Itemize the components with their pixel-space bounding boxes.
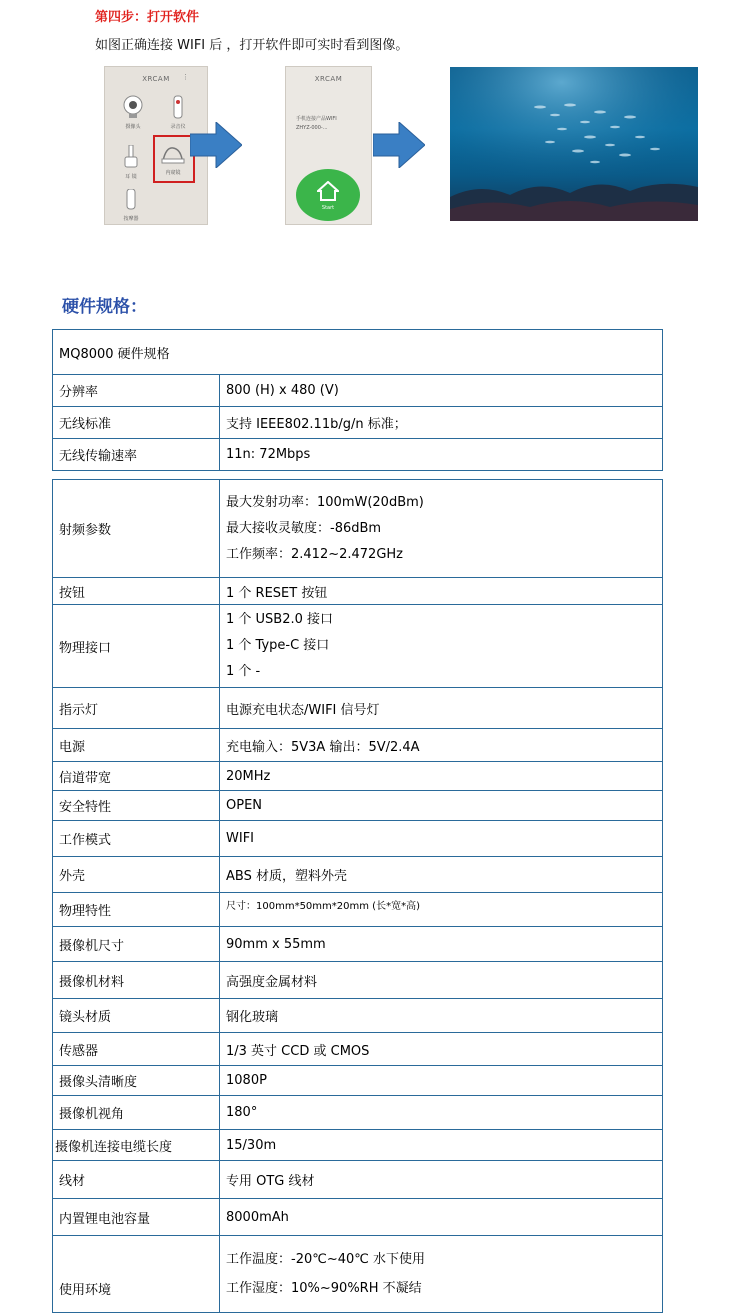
spec-label: 分辨率	[53, 375, 220, 407]
start-button[interactable]	[296, 169, 360, 221]
table-row	[53, 1033, 663, 1066]
spec-value: 1 个 RESET 按钮	[220, 578, 663, 605]
spec-table-main	[52, 479, 663, 1313]
spec-value	[220, 605, 663, 688]
table-row	[53, 762, 663, 791]
spec-value: 15/30m	[220, 1130, 663, 1161]
table-row	[53, 1161, 663, 1199]
tile-label: 录音仪	[170, 124, 186, 130]
rf-line: 工作频率：2.412~2.472GHz	[226, 546, 403, 562]
spec-value: WIFI	[220, 821, 663, 857]
spec-label: 摄像机材料	[53, 962, 220, 999]
spec-label: 线材	[53, 1161, 220, 1199]
app-connect-screenshot	[285, 66, 372, 225]
hardware-spec-title: 硬件规格：	[62, 297, 147, 317]
spec-value: 高强度金属材料	[220, 962, 663, 999]
table-row	[53, 1096, 663, 1130]
table-row	[53, 407, 663, 439]
arrow-right-icon	[373, 122, 425, 168]
spec-label: 安全特性	[53, 791, 220, 821]
spec-value: 20MHz	[220, 762, 663, 791]
spec-value: 800 (H) x 480 (V)	[220, 375, 663, 407]
spec-value: 11n: 72Mbps	[220, 439, 663, 471]
spec-value: 1/3 英寸 CCD 或 CMOS	[220, 1033, 663, 1066]
spec-value: 钢化玻璃	[220, 999, 663, 1033]
table-row	[53, 688, 663, 729]
table-row	[53, 791, 663, 821]
table-row	[53, 375, 663, 407]
recorder-icon	[172, 95, 184, 119]
spec-label: 摄像机尺寸	[53, 927, 220, 962]
spec-value: ABS 材质，塑料外壳	[220, 857, 663, 893]
rf-line: 最大发射功率：100mW(20dBm)	[226, 494, 424, 510]
spec-label: 镜头材质	[53, 999, 220, 1033]
spec-value: 专用 OTG 线材	[220, 1161, 663, 1199]
spec-value: 尺寸：100mm*50mm*20mm (长*宽*高)	[220, 893, 663, 927]
spec-label: 摄像机视角	[53, 1096, 220, 1130]
table-row	[53, 480, 663, 578]
spec-table-top	[52, 329, 663, 471]
tile-label: 摄像头	[125, 124, 141, 130]
table-row	[53, 439, 663, 471]
spec-label: 电源	[53, 729, 220, 762]
menu-icon: ⋮	[182, 73, 189, 81]
tile-label: 耳 镜	[125, 174, 137, 180]
table-row	[53, 1130, 663, 1161]
spec-label: 无线标准	[53, 407, 220, 439]
spec-value	[220, 480, 663, 578]
spec-label: 指示灯	[53, 688, 220, 729]
spec-label: 物理特性	[53, 893, 220, 927]
spec-label: 内置锂电池容量	[53, 1199, 220, 1236]
spec-value: 8000mAh	[220, 1199, 663, 1236]
underwater-camera-image	[450, 67, 698, 221]
table-row	[53, 857, 663, 893]
app-title: XRCAM	[314, 75, 343, 83]
wifi-ssid: ZHYZ-000-...	[296, 125, 328, 131]
tile-label: 按摩器	[123, 216, 139, 222]
tile-massager	[113, 189, 149, 222]
home-icon	[317, 181, 339, 201]
spec-value: 180°	[220, 1096, 663, 1130]
table-row	[53, 821, 663, 857]
spec-label: 无线传输速率	[53, 439, 220, 471]
env-line: 工作湿度：10%~90%RH 不凝结	[226, 1281, 422, 1296]
table-row	[53, 927, 663, 962]
spec-value: 90mm x 55mm	[220, 927, 663, 962]
app-title: XRCAM	[142, 75, 170, 83]
tile-camera	[115, 95, 151, 130]
spec-value: 电源充电状态/WIFI 信号灯	[220, 688, 663, 729]
webcam-icon	[122, 95, 144, 119]
otoscope-icon	[123, 145, 139, 169]
step-title: 第四步：打开软件	[95, 10, 200, 25]
spec-label: 射频参数	[53, 480, 220, 578]
spec-value	[220, 1236, 663, 1313]
spec-label: 外壳	[53, 857, 220, 893]
table-title: MQ8000 硬件规格	[53, 330, 663, 375]
spec-label: 物理接口	[53, 605, 220, 688]
table-row	[53, 893, 663, 927]
spec-value: 1080P	[220, 1066, 663, 1096]
fish-school-image	[450, 67, 698, 221]
spec-label: 摄像头清晰度	[53, 1066, 220, 1096]
rf-line: 最大接收灵敏度：-86dBm	[226, 520, 382, 536]
tile-otoscope	[113, 145, 149, 180]
wifi-instruction: 手机连接产品WIFI	[296, 116, 337, 122]
table-row	[53, 729, 663, 762]
table-row	[53, 1236, 663, 1313]
table-row	[53, 1199, 663, 1236]
table-header-row	[53, 330, 663, 375]
table-row	[53, 605, 663, 688]
port-line: 1 个 USB2.0 接口	[226, 612, 334, 627]
table-row	[53, 962, 663, 999]
selected-tile-highlight	[153, 135, 195, 183]
port-line: 1 个 Type-C 接口	[226, 638, 330, 653]
spec-label: 工作模式	[53, 821, 220, 857]
port-line: 1 个 -	[226, 664, 261, 679]
step-description: 如图正确连接 WIFI 后 ，打开软件即可实时看到图像。	[95, 38, 409, 53]
tile-label: 内窥镜	[165, 170, 181, 176]
start-label: Start	[321, 205, 335, 211]
spec-value: 充电输入：5V3A 输出：5V/2.4A	[220, 729, 663, 762]
table-row	[53, 999, 663, 1033]
spec-value: OPEN	[220, 791, 663, 821]
env-line: 工作温度：-20℃~40℃ 水下使用	[226, 1252, 425, 1267]
spec-label: 信道带宽	[53, 762, 220, 791]
spec-label: 摄像机连接电缆长度	[53, 1130, 220, 1161]
table-row	[53, 1066, 663, 1096]
spec-label: 按钮	[53, 578, 220, 605]
table-row	[53, 578, 663, 605]
spec-label: 使用环境	[53, 1236, 220, 1313]
spec-value: 支持 IEEE802.11b/g/n 标准；	[220, 407, 663, 439]
arrow-right-icon	[190, 122, 242, 168]
spec-label: 传感器	[53, 1033, 220, 1066]
massager-icon	[124, 189, 138, 211]
